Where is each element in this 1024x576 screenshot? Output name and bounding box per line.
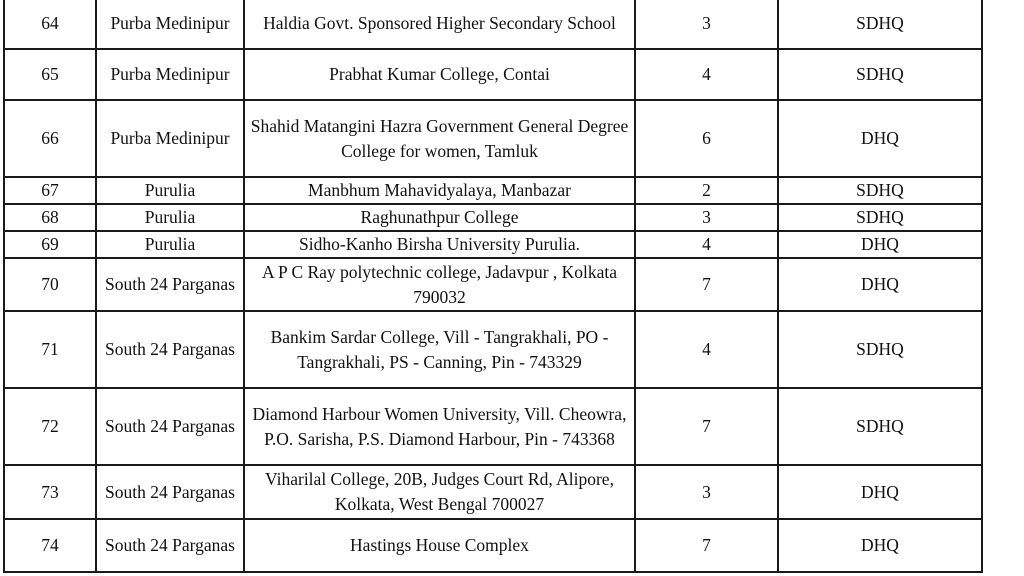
serial-cell: 71 (4, 311, 96, 388)
table-row (4, 388, 982, 465)
count-cell: 7 (635, 258, 778, 311)
count-cell: 7 (635, 388, 778, 465)
table-row (4, 231, 982, 258)
count-cell: 7 (635, 519, 778, 572)
venue-cell: Raghunathpur College (244, 204, 635, 231)
venue-cell: Sidho-Kanho Birsha University Purulia. (244, 231, 635, 258)
table-row (4, 177, 982, 204)
count-cell: 4 (635, 231, 778, 258)
hq-type-cell: SDHQ (778, 204, 982, 231)
hq-type-cell: SDHQ (778, 49, 982, 100)
venue-cell: Viharilal College, 20B, Judges Court Rd, Alipore, Kolkata, West Bengal 700027 (244, 465, 635, 519)
table-row (4, 465, 982, 519)
serial-cell: 64 (4, 0, 96, 49)
table-row (4, 100, 982, 177)
hq-type-cell: DHQ (778, 465, 982, 519)
venue-table (3, 0, 983, 573)
district-cell: Purba Medinipur (96, 0, 244, 49)
district-cell: South 24 Parganas (96, 258, 244, 311)
serial-cell: 67 (4, 177, 96, 204)
table-row (4, 311, 982, 388)
serial-cell: 65 (4, 49, 96, 100)
hq-type-cell: DHQ (778, 258, 982, 311)
hq-type-cell: SDHQ (778, 388, 982, 465)
district-cell: South 24 Parganas (96, 465, 244, 519)
venue-cell: Shahid Matangini Hazra Government General Degree College for women, Tamluk (244, 100, 635, 177)
table-row (4, 204, 982, 231)
hq-type-cell: SDHQ (778, 177, 982, 204)
district-cell: Purba Medinipur (96, 49, 244, 100)
count-cell: 3 (635, 0, 778, 49)
district-cell: Purulia (96, 177, 244, 204)
hq-type-cell: SDHQ (778, 0, 982, 49)
hq-type-cell: DHQ (778, 519, 982, 572)
table-row (4, 0, 982, 49)
venue-cell: Prabhat Kumar College, Contai (244, 49, 635, 100)
hq-type-cell: SDHQ (778, 311, 982, 388)
district-cell: South 24 Parganas (96, 519, 244, 572)
venue-cell: A P C Ray polytechnic college, Jadavpur , Kolkata 790032 (244, 258, 635, 311)
count-cell: 2 (635, 177, 778, 204)
table-row (4, 49, 982, 100)
district-cell: Purba Medinipur (96, 100, 244, 177)
count-cell: 4 (635, 311, 778, 388)
venue-cell: Diamond Harbour Women University, Vill. Cheowra, P.O. Sarisha, P.S. Diamond Harbour, Pin - 743368 (244, 388, 635, 465)
district-cell: South 24 Parganas (96, 311, 244, 388)
serial-cell: 74 (4, 519, 96, 572)
venue-cell: Bankim Sardar College, Vill - Tangrakhali, PO - Tangrakhali, PS - Canning, Pin - 743329 (244, 311, 635, 388)
count-cell: 6 (635, 100, 778, 177)
serial-cell: 72 (4, 388, 96, 465)
district-cell: South 24 Parganas (96, 388, 244, 465)
district-cell: Purulia (96, 204, 244, 231)
hq-type-cell: DHQ (778, 100, 982, 177)
serial-cell: 68 (4, 204, 96, 231)
venue-cell: Manbhum Mahavidyalaya, Manbazar (244, 177, 635, 204)
table-row (4, 519, 982, 572)
serial-cell: 73 (4, 465, 96, 519)
serial-cell: 70 (4, 258, 96, 311)
serial-cell: 66 (4, 100, 96, 177)
serial-cell: 69 (4, 231, 96, 258)
venue-cell: Haldia Govt. Sponsored Higher Secondary School (244, 0, 635, 49)
venue-cell: Hastings House Complex (244, 519, 635, 572)
table-row (4, 258, 982, 311)
count-cell: 3 (635, 465, 778, 519)
hq-type-cell: DHQ (778, 231, 982, 258)
district-cell: Purulia (96, 231, 244, 258)
count-cell: 3 (635, 204, 778, 231)
count-cell: 4 (635, 49, 778, 100)
